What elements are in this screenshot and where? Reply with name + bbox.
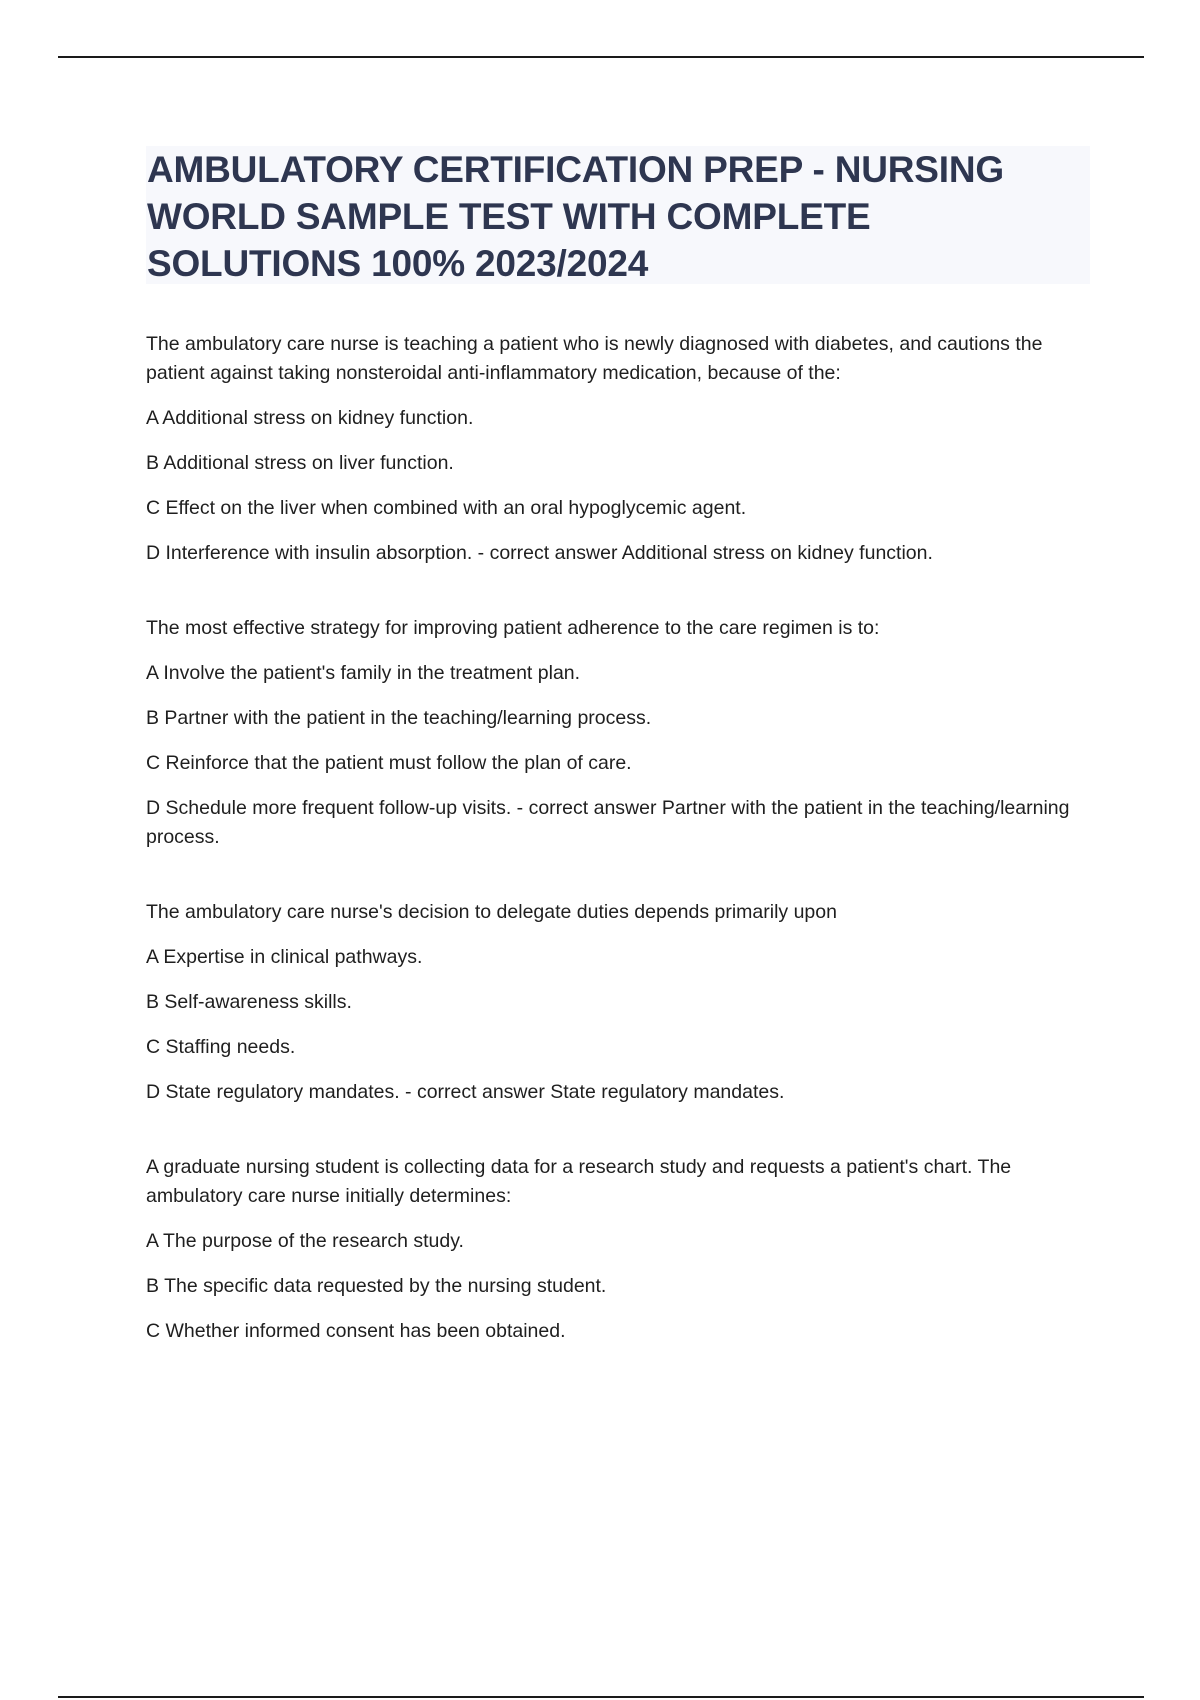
question-text: The most effective strategy for improving patient adherence to the care regimen is to: — [146, 617, 880, 639]
option-c: C Reinforce that the patient must follow the plan of care. — [146, 752, 632, 774]
title-banner — [146, 146, 1090, 284]
option-a: A Involve the patient's family in the treatment plan. — [146, 662, 581, 684]
option-d-with-answer: D Interference with insulin absorption. - correct answer Additional stress on kidney function. — [146, 542, 933, 564]
option-a: A Expertise in clinical pathways. — [146, 946, 423, 968]
option-a: A The purpose of the research study. — [146, 1230, 464, 1252]
option-a: A Additional stress on kidney function. — [146, 407, 474, 429]
question-4 — [146, 1153, 1090, 1346]
question-1 — [146, 330, 1090, 568]
option-b: B The specific data requested by the nursing student. — [146, 1275, 607, 1297]
option-c: C Staffing needs. — [146, 1036, 296, 1058]
top-rule — [58, 56, 1144, 58]
question-2 — [146, 614, 1090, 852]
option-b: B Additional stress on liver function. — [146, 452, 454, 474]
option-d-with-answer: D State regulatory mandates. - correct answer State regulatory mandates. — [146, 1081, 785, 1103]
document-title: AMBULATORY CERTIFICATION PREP - NURSING WORLD SAMPLE TEST WITH COMPLETE SOLUTIONS 100% 2023/2024 — [147, 149, 1004, 284]
option-b: B Partner with the patient in the teaching/learning process. — [146, 707, 652, 729]
option-c: C Effect on the liver when combined with an oral hypoglycemic agent. — [146, 497, 747, 519]
option-c: C Whether informed consent has been obtained. — [146, 1320, 566, 1342]
question-text: A graduate nursing student is collecting data for a research study and requests a patient's chart. The ambulatory care nurse initially determines: — [146, 1156, 1012, 1207]
question-list — [146, 330, 1090, 1392]
question-text: The ambulatory care nurse's decision to delegate duties depends primarily upon — [146, 901, 837, 923]
question-3 — [146, 898, 1090, 1107]
option-b: B Self-awareness skills. — [146, 991, 352, 1013]
option-d-with-answer: D Schedule more frequent follow-up visits. - correct answer Partner with the patient in the teaching/learning process. — [146, 797, 1070, 848]
question-text: The ambulatory care nurse is teaching a patient who is newly diagnosed with diabetes, and cautions the patient against taking nonsteroidal anti-inflammatory medication, because of the: — [146, 333, 1043, 384]
bottom-rule — [58, 1696, 1144, 1698]
